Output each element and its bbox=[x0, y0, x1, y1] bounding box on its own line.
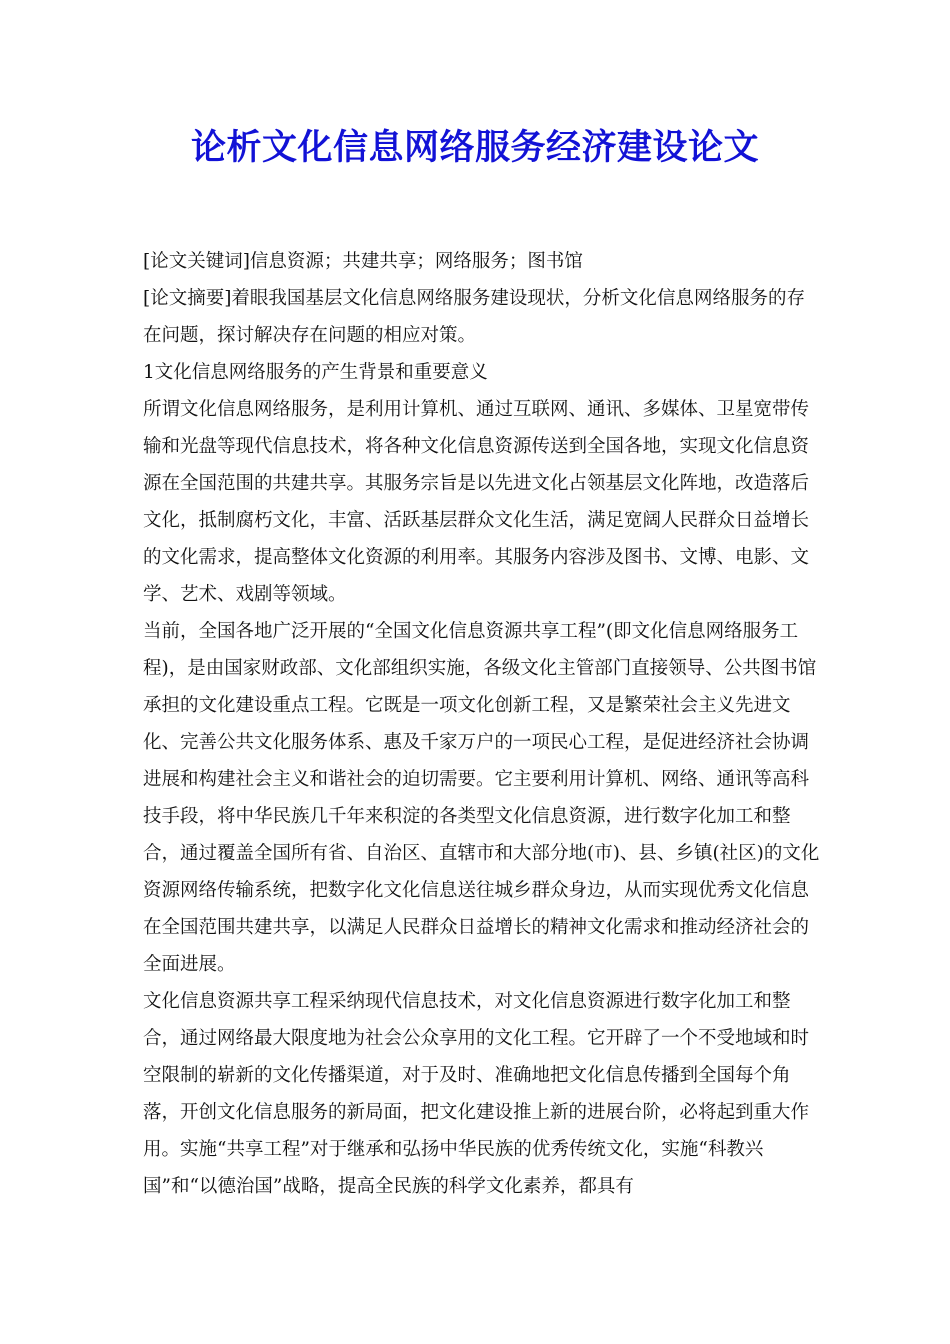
body-paragraph: 当前，全国各地广泛开展的“全国文化信息资源共享工程”(即文化信息网络服务工程)，是由国家财政部、文化部组织实施，各级文化主管部门直接领导、公共图书馆承担的文化建设重点工程。它既是一项文化创新工程，又是繁荣社会主义先进文化、完善公共文化服务体系、惠及千家万户的一项民心工程，是促进经济社会协调进展和构建社会主义和谐社会的迫切需要。它主要利用计算机、网络、通讯等高科技手段，将中华民族几千年来积淀的各类型文化信息资源，进行数字化加工和整合，通过覆盖全国所有省、自治区、直辖市和大部分地(市)、县、乡镇(社区)的文化资源网络传输系统，把数字化文化信息送往城乡群众身边，从而实现优秀文化信息在全国范围共建共享，以满足人民群众日益增长的精神文化需求和推动经济社会的全面进展。 bbox=[143, 621, 820, 975]
document-title: 论析文化信息网络服务经济建设论文 bbox=[190, 128, 759, 168]
body-paragraph: 文化信息资源共享工程采纳现代信息技术，对文化信息资源进行数字化加工和整合，通过网络最大限度地为社会公众享用的文化工程。它开辟了一个不受地域和时空限制的崭新的文化传播渠道，对于及时、准确地把文化信息传播到全国每个角落，开创文化信息服务的新局面，把文化建设推上新的进展台阶，必将起到重大作用。实施“共享工程”对于继承和弘扬中华民族的优秀传统文化，实施“科教兴国”和“以德治国”战略，提高全民族的科学文化素养，都具有 bbox=[143, 991, 810, 1197]
keywords-paragraph: [论文关键词]信息资源；共建共享；网络服务；图书馆 bbox=[143, 251, 583, 272]
abstract-paragraph: [论文摘要]着眼我国基层文化信息网络服务建设现状，分析文化信息网络服务的存在问题，探讨解决存在问题的相应对策。 bbox=[143, 288, 805, 346]
document-body bbox=[143, 243, 823, 1205]
body-paragraph: 所谓文化信息网络服务，是利用计算机、通过互联网、通讯、多媒体、卫星宽带传输和光盘等现代信息技术，将各种文化信息资源传送到全国各地，实现文化信息资源在全国范围的共建共享。其服务宗旨是以先进文化占领基层文化阵地，改造落后文化，抵制腐朽文化，丰富、活跃基层群众文化生活，满足宽阔人民群众日益增长的文化需求，提高整体文化资源的利用率。其服务内容涉及图书、文博、电影、文学、艺术、戏剧等领域。 bbox=[143, 399, 810, 605]
section-heading: 1文化信息网络服务的产生背景和重要意义 bbox=[143, 362, 488, 383]
